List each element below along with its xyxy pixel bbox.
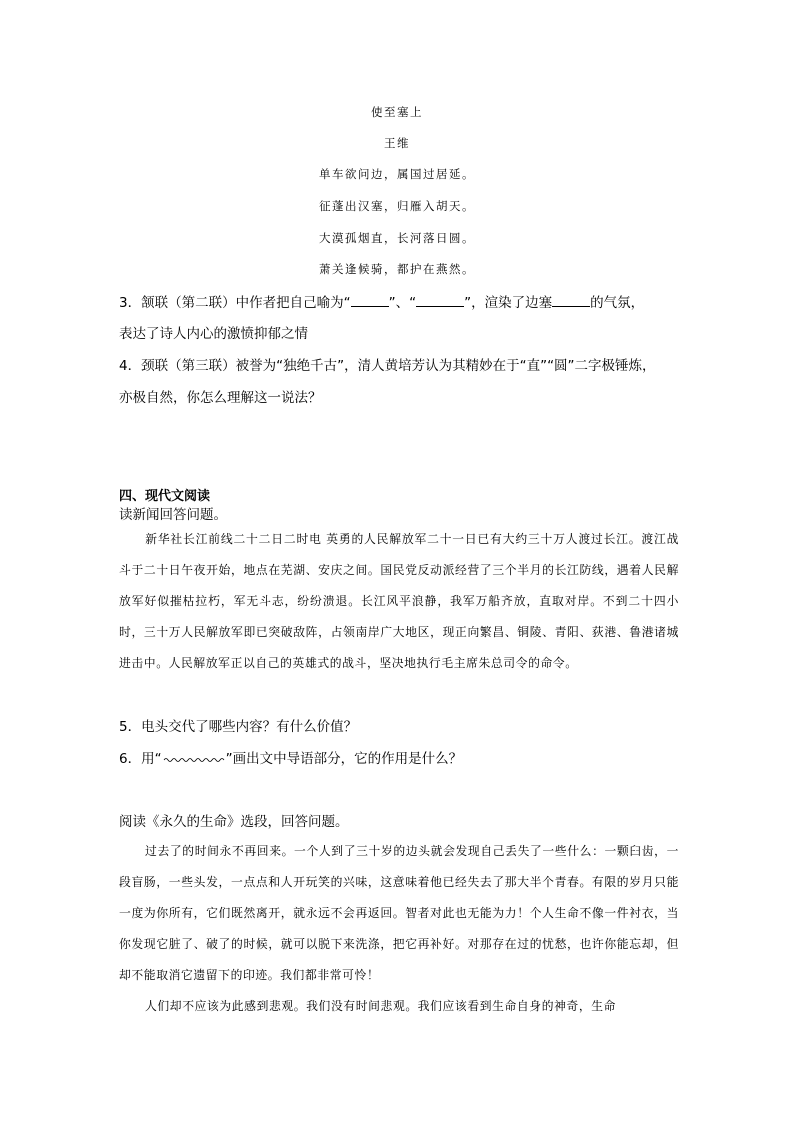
essay-paragraph	[119, 836, 679, 991]
question-6-text: ”画出文中导语部分，它的作用是什么？	[225, 751, 463, 767]
question-3-text: ”、“	[388, 295, 417, 311]
question-4-line2: 亦极自然，你怎么理解这一说法？	[119, 390, 322, 406]
essay-paragraph	[119, 991, 679, 1022]
news-paragraph	[119, 524, 679, 679]
essay-text: 过去了的时间永不再回来。一个人到了三十岁的边头就会发现自己丢失了一些什么：一颗臼齿，一段盲肠，一些头发，一点点和人开玩笑的兴味，这意味着他已经失去了那大半个青春。有限的岁月只能一度为你所有，它们既然离开，就永远不会再返回。智者对此也无能为力！个人生命不像一件衬衣，当你发现它脏了、破了的时候，就可以脱下来洗涤，把它再补好。对那存在过的忧愁，也许你能忘却，但却不能取消它遗留下的印迹。我们都非常可怜！	[119, 844, 679, 982]
answer-blank[interactable]	[416, 294, 464, 307]
essay-text: 人们却不应该为此感到悲观。我们没有时间悲观。我们应该看到生命自身的神奇，生命	[145, 999, 617, 1013]
question-3-text: 颔联（第二联）中作者把自己喻为“	[141, 295, 351, 311]
poem-author: 王维	[384, 136, 410, 150]
poem-line: 征蓬出汉塞，归雁入胡天。	[319, 199, 475, 213]
poem-line: 大漠孤烟直，长河落日圆。	[319, 231, 475, 245]
reading-intro: 阅读《永久的生命》选段，回答问题。	[119, 814, 349, 830]
wavy-underline-icon	[162, 754, 226, 764]
question-6-text: 6．用“	[119, 751, 162, 767]
poem-line: 萧关逢候骑，都护在燕然。	[319, 262, 475, 276]
question-3-text: 的气氛，	[590, 295, 645, 311]
question-3-text: ”，渲染了边塞	[464, 295, 553, 311]
poem-line: 单车欲问边，属国过居延。	[319, 167, 475, 181]
section-intro: 读新闻回答问题。	[119, 507, 227, 523]
poem-title: 使至塞上	[371, 105, 423, 119]
question-4: 4．颈联（第三联）被誉为“独绝千古”，清人黄培芳认为其精妙在于“直”“圆”二字极锤炼，	[119, 358, 656, 374]
answer-blank[interactable]	[552, 294, 590, 307]
question-6	[119, 747, 462, 767]
question-3	[119, 291, 644, 311]
news-text: 新华社长江前线二十二日二时电 英勇的人民解放军二十一日已有大约三十万人渡过长江。渡江战斗于二十日午夜开始，地点在芜湖、安庆之间。国民党反动派经营了三个半月的长江防线，遇着人民解放军好似摧枯拉朽，军无斗志，纷纷溃退。长江风平浪静，我军万船齐放，直取对岸。不到二十四小时，三十万人民解放军即已突破敌阵，占领南岸广大地区，现正向繁昌、铜陵、青阳、荻港、鲁港诸城进击中。人民解放军正以自己的英雄式的战斗，坚决地执行毛主席朱总司令的命令。	[119, 532, 679, 670]
answer-blank[interactable]	[351, 294, 389, 307]
section-heading: 四、现代文阅读	[119, 489, 211, 504]
question-3-line2: 表达了诗人内心的激愤抑郁之情	[119, 326, 308, 342]
question-5: 5．电头交代了哪些内容？有什么价值？	[119, 719, 358, 735]
question-3-number: 3．	[119, 295, 142, 311]
